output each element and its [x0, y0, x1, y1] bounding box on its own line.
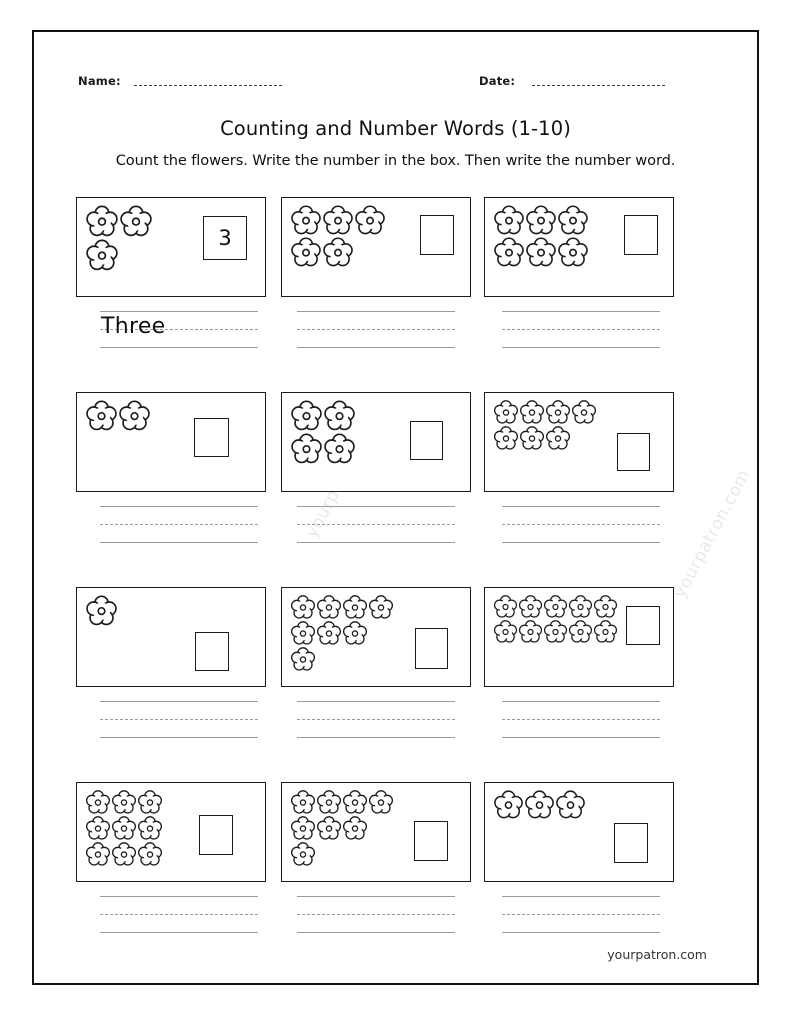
flower-picture-box	[484, 392, 674, 492]
flower-icon	[524, 789, 555, 820]
flower-icon	[519, 399, 545, 425]
problem-cell	[484, 587, 674, 687]
flower-icon	[111, 789, 137, 815]
number-word-writing-lines[interactable]	[297, 894, 455, 938]
writing-line	[297, 737, 455, 738]
flower-icon	[568, 619, 593, 644]
flower-row	[290, 789, 394, 815]
flower-picture-box	[484, 782, 674, 882]
flower-icon	[593, 594, 618, 619]
problem-cell	[76, 197, 266, 339]
flower-icon	[368, 594, 394, 620]
flower-icon	[85, 399, 118, 432]
flower-row	[85, 815, 163, 841]
flower-row	[85, 238, 119, 272]
flower-icon	[290, 841, 316, 867]
flower-row	[290, 815, 368, 841]
flower-icon	[137, 789, 163, 815]
flower-picture-box	[76, 392, 266, 492]
flower-icon	[568, 594, 593, 619]
flower-icon	[85, 204, 119, 238]
watermark: yourpatron.com	[670, 466, 755, 602]
flower-cluster	[493, 594, 619, 682]
flower-icon	[111, 815, 137, 841]
writing-line	[297, 524, 455, 525]
flower-icon	[543, 619, 568, 644]
flower-icon	[493, 789, 524, 820]
number-word-writing-lines[interactable]	[297, 699, 455, 743]
flower-icon	[290, 594, 316, 620]
flower-icon	[290, 789, 316, 815]
flower-row	[85, 594, 118, 627]
flower-icon	[137, 841, 163, 867]
writing-line	[100, 701, 258, 702]
flower-icon	[85, 841, 111, 867]
flower-cluster	[290, 789, 416, 877]
problem-cell	[76, 782, 266, 882]
flower-cluster	[290, 594, 416, 682]
name-input-line[interactable]	[134, 85, 282, 86]
flower-icon	[368, 789, 394, 815]
writing-line	[502, 896, 660, 897]
flower-row	[290, 620, 368, 646]
worksheet-page	[32, 30, 759, 985]
name-field-group	[78, 74, 282, 88]
problem-cell	[484, 197, 674, 297]
number-word-writing-lines[interactable]	[100, 309, 258, 353]
writing-line	[100, 932, 258, 933]
number-answer-box[interactable]	[194, 418, 229, 457]
flower-icon	[493, 425, 519, 451]
writing-line	[100, 542, 258, 543]
number-answer-box[interactable]	[420, 215, 454, 255]
writing-line	[297, 542, 455, 543]
flower-cluster	[290, 204, 416, 292]
flower-row	[493, 594, 618, 619]
flower-icon	[137, 815, 163, 841]
flower-row	[85, 841, 163, 867]
flower-icon	[342, 789, 368, 815]
flower-row	[290, 594, 394, 620]
flower-picture-box	[281, 782, 471, 882]
flower-cluster	[85, 399, 211, 487]
writing-line	[502, 701, 660, 702]
number-answer-box[interactable]	[614, 823, 648, 863]
flower-icon	[323, 399, 356, 432]
number-word-writing-lines[interactable]	[297, 309, 455, 353]
flower-icon	[354, 204, 386, 236]
problem-cell	[484, 392, 674, 492]
flower-icon	[593, 619, 618, 644]
flower-picture-box	[76, 197, 266, 297]
writing-line	[100, 914, 258, 915]
flower-row	[290, 236, 354, 268]
flower-cluster	[493, 204, 619, 292]
flower-icon	[85, 238, 119, 272]
flower-row	[290, 432, 356, 465]
number-word-writing-lines[interactable]	[502, 504, 660, 548]
problem-cell	[76, 392, 266, 492]
flower-picture-box	[281, 197, 471, 297]
flower-picture-box	[76, 782, 266, 882]
flower-row	[85, 399, 151, 432]
writing-line	[502, 347, 660, 348]
flower-icon	[519, 425, 545, 451]
flower-picture-box	[281, 392, 471, 492]
flower-cluster	[493, 789, 619, 877]
flower-icon	[545, 399, 571, 425]
flower-icon	[322, 236, 354, 268]
flower-icon	[493, 594, 518, 619]
problem-cell	[76, 587, 266, 687]
flower-icon	[290, 204, 322, 236]
flower-icon	[85, 594, 118, 627]
number-answer-box[interactable]	[410, 421, 443, 460]
flower-icon	[571, 399, 597, 425]
number-word-writing-lines[interactable]	[100, 504, 258, 548]
date-label: Date:	[479, 74, 516, 88]
flower-cluster	[85, 594, 211, 682]
writing-line	[297, 701, 455, 702]
flower-row	[493, 399, 597, 425]
writing-line	[502, 719, 660, 720]
writing-line	[100, 506, 258, 507]
problem-row	[34, 197, 757, 392]
flower-row	[85, 789, 163, 815]
flower-icon	[557, 204, 589, 236]
writing-line	[100, 737, 258, 738]
flower-icon	[342, 594, 368, 620]
writing-line	[297, 932, 455, 933]
flower-icon	[119, 204, 153, 238]
writing-line	[502, 506, 660, 507]
flower-row	[493, 236, 589, 268]
number-word-writing-lines[interactable]	[100, 699, 258, 743]
flower-icon	[85, 815, 111, 841]
flower-icon	[518, 594, 543, 619]
flower-row	[290, 841, 316, 867]
name-label: Name:	[78, 74, 121, 88]
writing-line	[100, 524, 258, 525]
flower-row	[493, 619, 618, 644]
number-answer-box[interactable]	[195, 632, 229, 671]
flower-row	[290, 646, 316, 672]
number-word-writing-lines[interactable]	[100, 894, 258, 938]
page-title: Counting and Number Words (1-10)	[220, 117, 571, 140]
problem-row	[34, 587, 757, 782]
flower-picture-box	[281, 587, 471, 687]
writing-line	[297, 896, 455, 897]
flower-icon	[290, 236, 322, 268]
flower-picture-box	[484, 197, 674, 297]
flower-row	[290, 204, 386, 236]
number-answer-box[interactable]	[624, 215, 658, 255]
problems-grid	[34, 197, 757, 977]
writing-line	[297, 506, 455, 507]
flower-icon	[290, 815, 316, 841]
writing-line	[297, 719, 455, 720]
flower-icon	[518, 619, 543, 644]
writing-line	[100, 347, 258, 348]
flower-icon	[493, 619, 518, 644]
number-answer-box[interactable]	[617, 433, 650, 471]
number-answer-box[interactable]	[415, 628, 448, 669]
writing-line	[100, 719, 258, 720]
number-word-writing-lines[interactable]	[502, 894, 660, 938]
flower-icon	[342, 815, 368, 841]
flower-cluster	[85, 204, 211, 292]
flower-row	[493, 425, 571, 451]
flower-picture-box	[484, 587, 674, 687]
problem-cell	[281, 392, 471, 492]
flower-icon	[322, 204, 354, 236]
writing-line	[297, 347, 455, 348]
flower-row	[493, 204, 589, 236]
flower-icon	[316, 620, 342, 646]
number-answer-box[interactable]	[626, 606, 660, 645]
flower-picture-box	[76, 587, 266, 687]
writing-line	[100, 896, 258, 897]
flower-icon	[290, 646, 316, 672]
problem-cell	[281, 587, 471, 687]
problem-row	[34, 392, 757, 587]
flower-icon	[316, 594, 342, 620]
flower-icon	[316, 789, 342, 815]
flower-icon	[342, 620, 368, 646]
flower-icon	[316, 815, 342, 841]
site-credit: yourpatron.com	[607, 947, 707, 962]
flower-cluster	[493, 399, 619, 487]
writing-line	[502, 932, 660, 933]
flower-icon	[118, 399, 151, 432]
writing-line	[297, 311, 455, 312]
writing-line	[502, 329, 660, 330]
flower-icon	[290, 399, 323, 432]
flower-icon	[525, 236, 557, 268]
writing-line	[502, 914, 660, 915]
date-input-line[interactable]	[532, 85, 665, 86]
flower-icon	[85, 789, 111, 815]
writing-line	[502, 737, 660, 738]
date-field-group	[479, 74, 665, 88]
number-word-writing-lines[interactable]	[502, 699, 660, 743]
number-word-writing-lines[interactable]	[502, 309, 660, 353]
writing-line	[297, 329, 455, 330]
number-answer-box[interactable]	[199, 815, 233, 855]
flower-cluster	[290, 399, 416, 487]
flower-icon	[323, 432, 356, 465]
flower-icon	[290, 432, 323, 465]
flower-icon	[557, 236, 589, 268]
flower-row	[290, 399, 356, 432]
flower-icon	[111, 841, 137, 867]
writing-line	[502, 524, 660, 525]
flower-icon	[543, 594, 568, 619]
flower-icon	[290, 620, 316, 646]
writing-line	[502, 542, 660, 543]
flower-icon	[525, 204, 557, 236]
problem-cell	[484, 782, 674, 882]
flower-row	[493, 789, 586, 820]
flower-icon	[555, 789, 586, 820]
problem-cell	[281, 197, 471, 297]
name-date-row	[34, 74, 757, 96]
flower-icon	[493, 236, 525, 268]
flower-icon	[493, 204, 525, 236]
number-answer-box[interactable]	[414, 821, 448, 861]
flower-row	[85, 204, 153, 238]
number-answer-box[interactable]: 3	[203, 216, 247, 260]
writing-line	[502, 311, 660, 312]
problem-cell	[281, 782, 471, 882]
flower-icon	[545, 425, 571, 451]
flower-cluster	[85, 789, 211, 877]
flower-icon	[493, 399, 519, 425]
writing-line	[297, 914, 455, 915]
instructions-text: Count the flowers. Write the number in the box. Then write the number word.	[115, 152, 676, 169]
number-word-answer: Three	[101, 314, 166, 339]
number-word-writing-lines[interactable]	[297, 504, 455, 548]
